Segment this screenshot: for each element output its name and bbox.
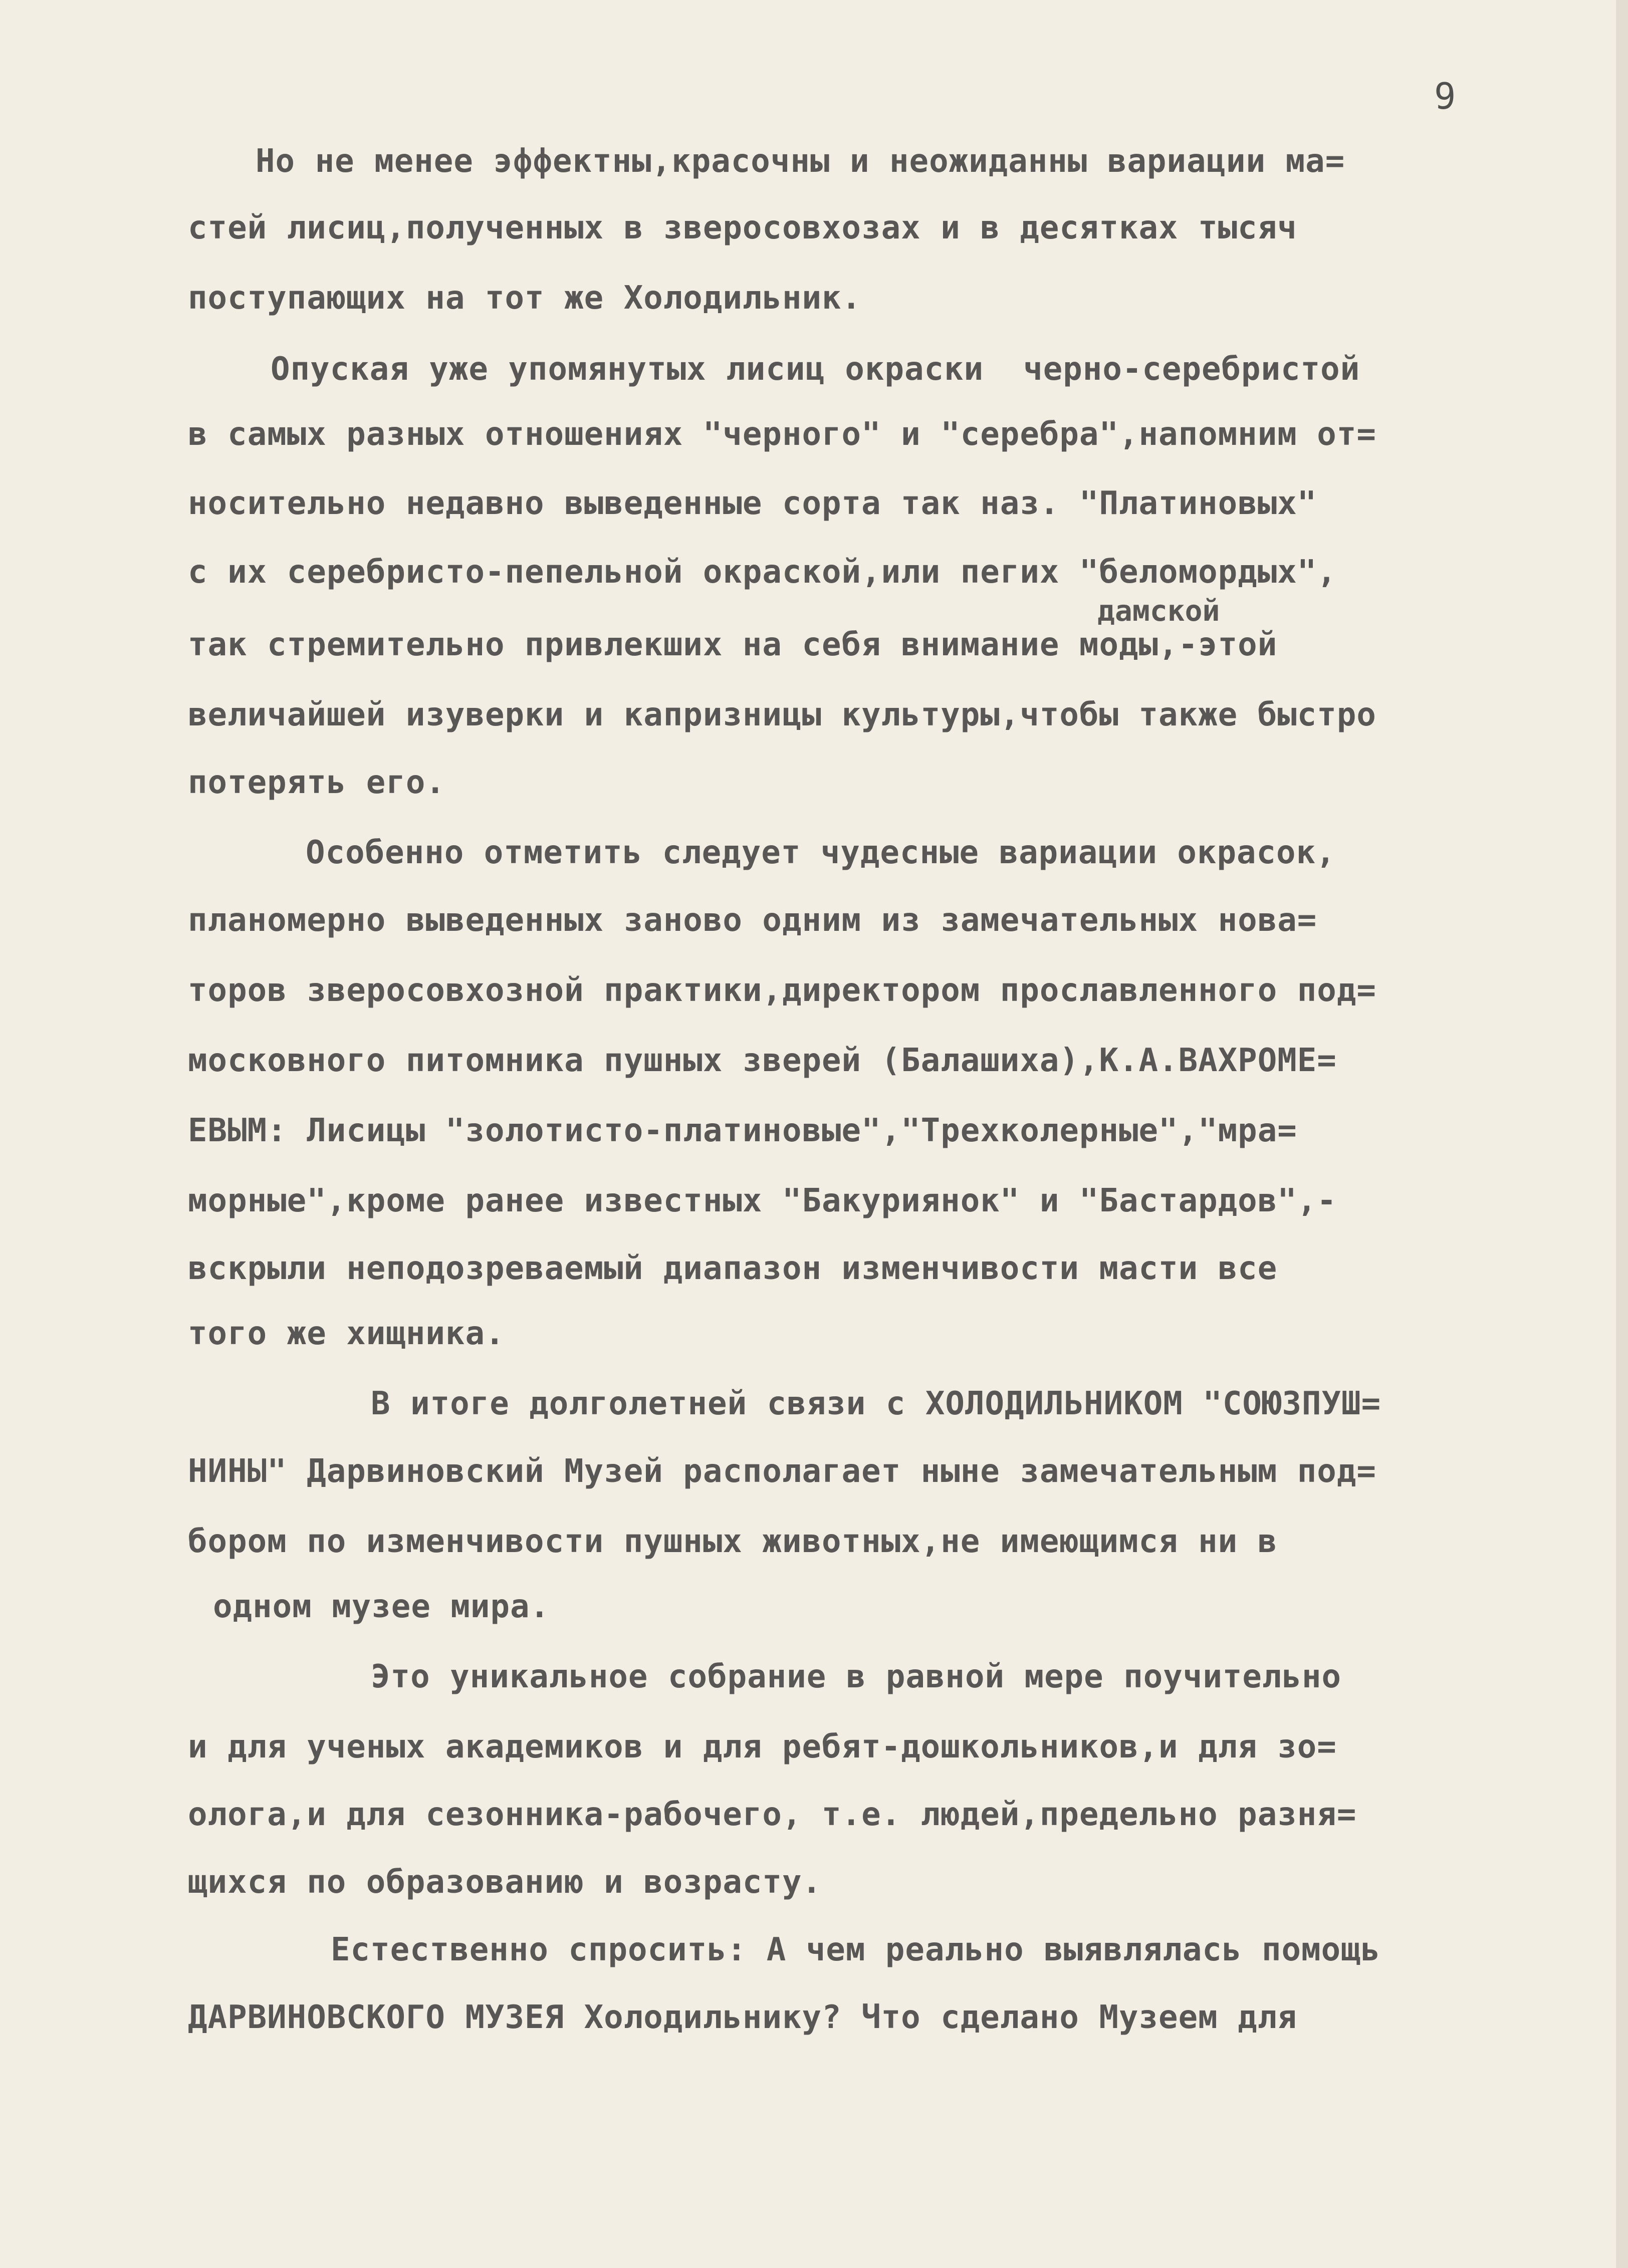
- text-line-12: планомерно выведенных заново одним из замечательных нова=: [188, 902, 1317, 939]
- text-line-2: стей лисиц,полученных в зверосовхозах и в десятках тысяч: [188, 209, 1297, 246]
- page-edge-shadow: [1616, 0, 1628, 2268]
- text-line-19: В итоге долголетней связи с ХОЛОДИЛЬНИКОМ "СОЮЗПУШ=: [371, 1385, 1381, 1422]
- text-line-15: ЕВЫМ: Лисицы "золотисто-платиновые","Трехколерные","мра=: [188, 1112, 1297, 1149]
- text-line-21: бором по изменчивости пушных животных,не имеющимся ни в: [188, 1523, 1278, 1560]
- handwritten-insert: дамской: [1097, 594, 1220, 628]
- text-line-4: Опуская уже упомянутых лисиц окраски черно-серебристой: [271, 351, 1360, 388]
- text-line-8: так стремительно привлекших на себя внимание моды,-этой: [188, 626, 1278, 663]
- text-line-27: Естественно спросить: А чем реально выявлялась помощь: [331, 1931, 1381, 1968]
- text-line-6: носительно недавно выведенные сорта так наз. "Платиновых": [188, 485, 1317, 522]
- text-line-10: потерять его.: [188, 764, 445, 801]
- text-line-17: вскрыли неподозреваемый диапазон изменчивости масти все: [188, 1250, 1278, 1287]
- text-line-14: московного питомника пушных зверей (Балашиха),К.А.ВАХРОМЕ=: [188, 1042, 1337, 1079]
- text-line-26: щихся по образованию и возрасту.: [188, 1864, 822, 1901]
- page-number: 9: [1434, 75, 1456, 117]
- text-line-25: олога,и для сезонника-рабочего, т.е. людей,предельно разня=: [188, 1796, 1357, 1833]
- text-line-1: Но не менее эффектны,красочны и неожиданны вариации ма=: [256, 143, 1345, 180]
- text-line-11: Особенно отметить следует чудесные вариации окрасок,: [306, 834, 1336, 871]
- text-line-3: поступающих на тот же Холодильник.: [188, 280, 862, 317]
- text-line-28: ДАРВИНОВСКОГО МУЗЕЯ Холодильнику? Что сделано Музеем для: [188, 1999, 1297, 2036]
- text-line-22: одном музее мира.: [213, 1588, 550, 1625]
- text-line-23: Это уникальное собрание в равной мере поучительно: [371, 1658, 1342, 1695]
- text-line-20: НИНЫ" Дарвиновский Музей располагает ныне замечательным под=: [188, 1453, 1376, 1490]
- text-line-5: в самых разных отношениях "черного" и "серебра",напомним от=: [188, 416, 1376, 453]
- text-line-18: того же хищника.: [188, 1315, 505, 1352]
- text-line-13: торов зверосовхозной практики,директором прославленного под=: [188, 972, 1376, 1009]
- text-line-9: величайшей изуверки и капризницы культуры,чтобы также быстро: [188, 696, 1376, 733]
- text-line-24: и для ученых академиков и для ребят-дошкольников,и для зо=: [188, 1728, 1337, 1766]
- text-line-7: с их серебристо-пепельной окраской,или пегих "беломордых",: [188, 554, 1337, 591]
- text-line-16: морные",кроме ранее известных "Бакуриянок" и "Бастардов",-: [188, 1182, 1337, 1219]
